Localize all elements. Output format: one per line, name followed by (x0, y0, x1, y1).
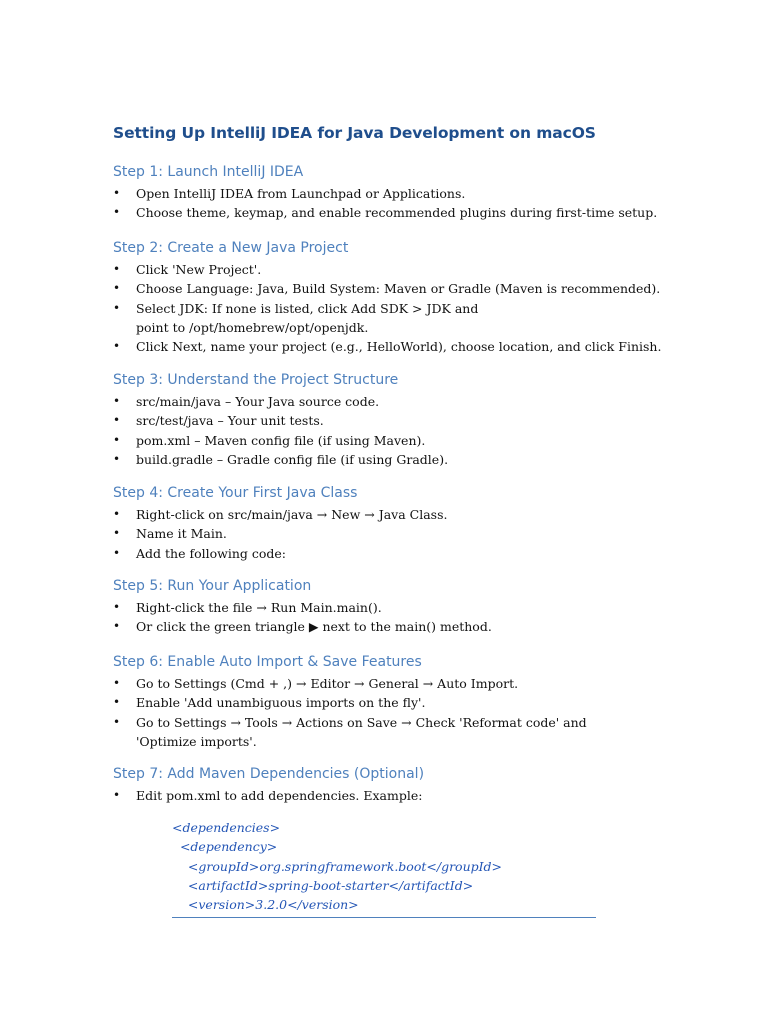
step-2-heading: Step 2: Create a New Java Project (113, 240, 349, 256)
list-item: • Edit pom.xml to add dependencies. Example: (113, 786, 733, 805)
list-item: • src/test/java – Your unit tests. (113, 411, 733, 430)
bullet-icon: • (113, 205, 121, 220)
step-4-list (113, 505, 733, 563)
list-item: • Enable 'Add unambiguous imports on the fly'. (113, 693, 613, 712)
step-7-heading: Step 7: Add Maven Dependencies (Optional) (113, 766, 425, 782)
step-2-list (113, 260, 662, 356)
list-item: • Right-click on src/main/java → New → Java Class. (113, 505, 733, 524)
step-6-list (113, 674, 613, 751)
step-7-list (113, 786, 733, 805)
bullet-icon: • (113, 619, 121, 634)
bullet-icon: • (113, 394, 121, 408)
bullet-icon: • (113, 413, 121, 428)
list-item: • Right-click the file → Run Main.main(). (113, 598, 733, 617)
list-item: • Choose theme, keymap, and enable recommended plugins during first-time setup. (113, 203, 733, 222)
step-2-section (113, 236, 662, 356)
bullet-icon: • (113, 451, 121, 466)
step-5-heading: Step 5: Run Your Application (113, 578, 312, 594)
list-item: • Choose Language: Java, Build System: Maven or Gradle (Maven is recommended). (113, 279, 613, 298)
step-3-heading: Step 3: Understand the Project Structure (113, 372, 399, 388)
code-line: <dependencies> (172, 820, 281, 835)
code-line: <artifactId>spring-boot-starter</artifactId> (172, 877, 474, 893)
list-item: • src/main/java – Your Java source code. (113, 392, 733, 411)
bullet-icon: • (113, 600, 121, 614)
step-3-section (113, 368, 733, 469)
step-5-list (113, 598, 733, 637)
document-title: Setting Up IntelliJ IDEA for Java Development on macOS (113, 124, 596, 142)
list-item: • Select JDK: If none is listed, click Add SDK > JDK and point to /opt/homebrew/opt/openjdk. (113, 300, 479, 335)
list-item: • Add the following code: (113, 544, 733, 563)
list-item: • Click 'New Project'. (113, 260, 613, 279)
list-item: • Go to Settings → Tools → Actions on Save → Check 'Reformat code' and 'Optimize imports'. (113, 714, 587, 749)
list-item: • Or click the green triangle ▶ next to the main() method. (113, 617, 733, 636)
bullet-icon: • (113, 676, 121, 690)
bullet-icon: • (113, 526, 121, 541)
list-item: • pom.xml – Maven config file (if using Maven). (113, 431, 733, 450)
bullet-icon: • (113, 507, 121, 521)
step-7-section (113, 762, 733, 805)
list-item: • Name it Main. (113, 524, 733, 543)
bullet-icon: • (113, 714, 121, 729)
list-item: • Click Next, name your project (e.g., HelloWorld), choose location, and click Finish. (113, 337, 613, 356)
bullet-icon: • (113, 788, 121, 802)
bullet-icon: • (113, 695, 121, 710)
step-3-list (113, 392, 733, 469)
code-line: <version>3.2.0</version> (172, 897, 359, 913)
bullet-icon: • (113, 262, 121, 276)
step-1-list (113, 184, 733, 223)
step-6-section (113, 650, 613, 751)
code-block (172, 818, 596, 918)
bullet-icon: • (113, 432, 121, 447)
step-1-section (113, 160, 733, 223)
list-item: • Open IntelliJ IDEA from Launchpad or Applications. (113, 184, 733, 203)
bullet-icon: • (113, 300, 121, 315)
step-5-section (113, 574, 733, 637)
bullet-icon: • (113, 186, 121, 200)
bullet-icon: • (113, 281, 121, 296)
list-item: • Go to Settings (Cmd + ,) → Editor → General → Auto Import. (113, 674, 613, 693)
step-1-heading: Step 1: Launch IntelliJ IDEA (113, 164, 304, 180)
code-line: <dependency> (172, 839, 278, 855)
list-item: • build.gradle – Gradle config file (if using Gradle). (113, 450, 733, 469)
bullet-icon: • (113, 545, 121, 560)
step-4-heading: Step 4: Create Your First Java Class (113, 485, 358, 501)
step-4-section (113, 481, 733, 563)
step-6-heading: Step 6: Enable Auto Import & Save Features (113, 654, 422, 670)
bullet-icon: • (113, 339, 121, 354)
code-line: <groupId>org.springframework.boot</groupId> (172, 858, 503, 874)
